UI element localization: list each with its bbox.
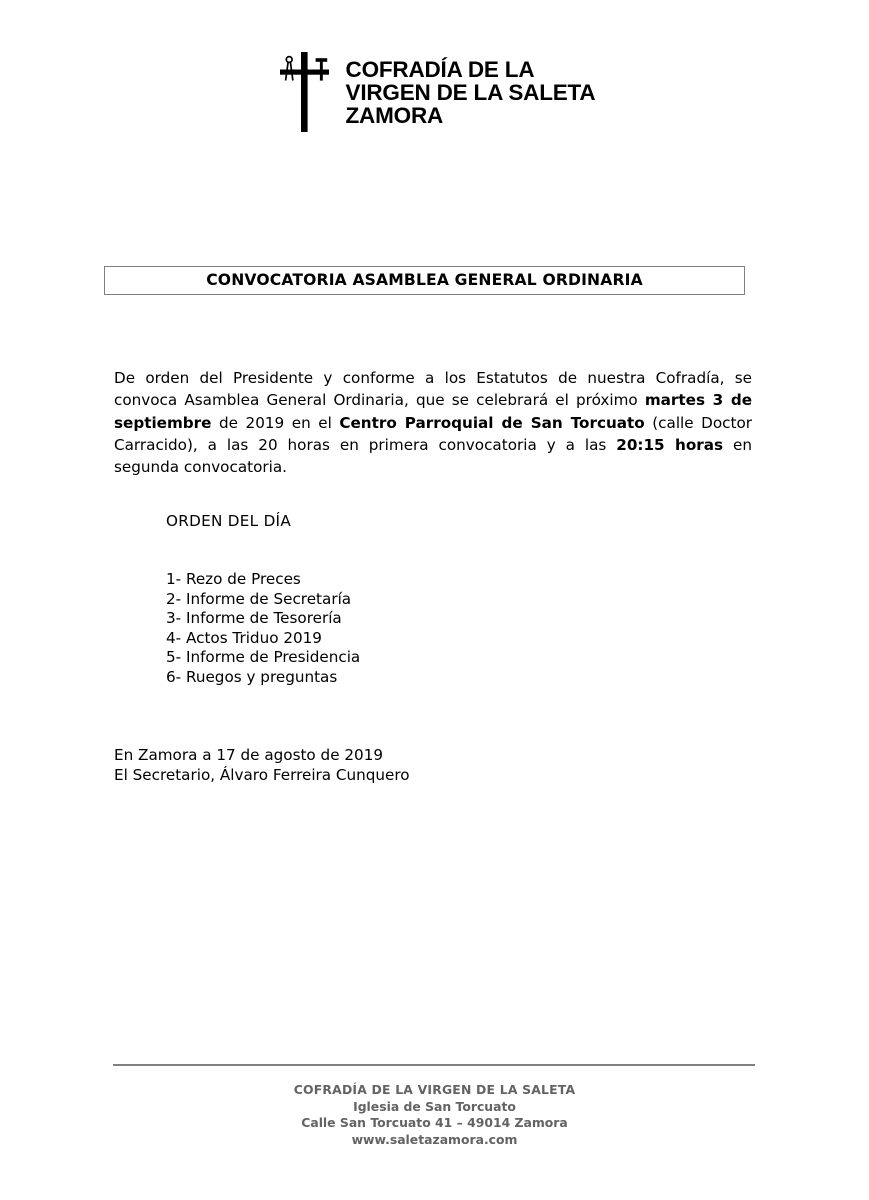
footer-website: www.saletazamora.com [351,1131,518,1147]
footer-address: Calle San Torcuato 41 – 49014 Zamora [301,1115,568,1130]
agenda-heading: ORDEN DEL DÍA [166,512,292,530]
list-item: 3- Informe de Tesorería [166,609,342,628]
cross-with-pincers-and-hammer-icon [274,50,336,134]
second-call-time-emphasis: 20:15 horas [616,435,724,454]
footer-organization: COFRADÍA DE LA VIRGEN DE LA SALETA [293,1082,576,1097]
meeting-date-emphasis: martes 3 de septiembre [114,391,753,432]
meeting-venue-emphasis: Centro Parroquial de San Torcuato [339,413,645,432]
document-footer [0,1082,869,1148]
paragraph-text-part-1: De orden del Presidente y conforme a los Estatutos de nuestra Cofradía, se convoca Asamblea General Ordinaria, que se celebrará el próximo [114,369,752,410]
paragraph-text-part-4: en segunda convocatoria. [114,435,752,476]
list-item: 4- Actos Triduo 2019 [166,628,322,647]
document-header [0,50,869,134]
logo-line-1: COFRADÍA DE LA [345,57,535,82]
signer-name: El Secretario, Álvaro Ferreira Cunquero [114,766,410,784]
agenda-list [166,570,360,688]
paragraph-text-part-3: (calle Doctor Carracido), a las 20 horas en primera convocatoria y a las [114,413,752,454]
document-title-box [104,266,745,295]
page-title: CONVOCATORIA ASAMBLEA GENERAL ORDINARIA [206,270,643,289]
list-item: 5- Informe de Presidencia [166,648,361,667]
logo-line-3: ZAMORA [345,102,444,128]
footer-divider [113,1064,755,1066]
list-item: 2- Informe de Secretaría [166,589,352,608]
logo-wordmark [346,50,596,128]
signature-block [114,745,410,785]
paragraph-text-part-2: de 2019 en el [211,413,340,432]
cofradia-logo [274,50,596,134]
logo-line-2: VIRGEN DE LA SALETA [345,79,596,105]
list-item: 1- Rezo de Preces [166,570,301,588]
place-and-date: En Zamora a 17 de agosto de 2019 [114,746,384,764]
footer-church: Iglesia de San Torcuato [353,1098,516,1114]
list-item: 6- Ruegos y preguntas [166,667,338,686]
convocation-paragraph [114,367,752,478]
